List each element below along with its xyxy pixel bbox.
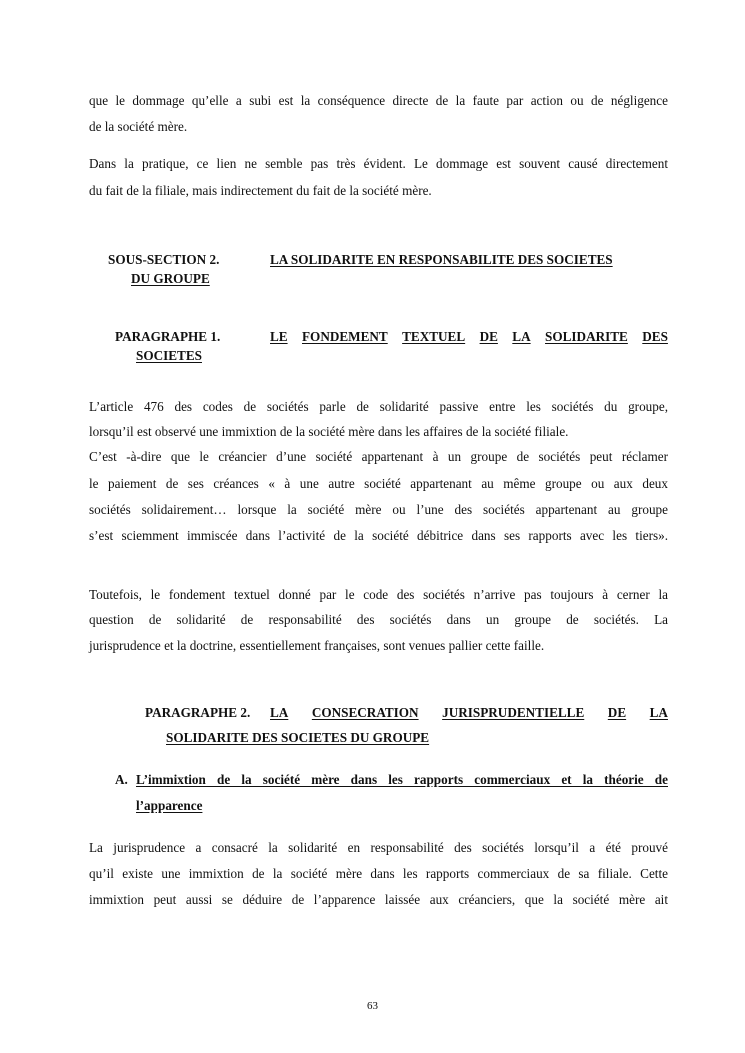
paragraphe-title-continued: SOCIETES [136,348,202,363]
paragraphe-label: PARAGRAPHE 1. [115,329,221,344]
subsection-title-continued: DU GROUPE [131,271,210,286]
text-line: sociétés solidairement… lorsque la société mère ou l’une des sociétés appartenant au groupe [89,502,668,517]
title-word: LA [512,329,531,344]
section-title-continued: l’apparence [136,798,203,813]
text-line: La jurisprudence a consacré la solidarité en responsabilité des sociétés lorsqu’il a été prouvé [89,840,668,855]
text-line: que le dommage qu’elle a subi est la conséquence directe de la faute par action ou de négligence [89,93,668,108]
paragraphe-title [270,705,668,721]
title-word: DE [479,329,498,344]
title-word: DES [642,329,668,344]
text-line: de la société mère. [89,119,188,134]
section-title: L’immixtion de la société mère dans les rapports commerciaux et la théorie de [136,772,668,787]
text-line: L’article 476 des codes de sociétés parle de solidarité passive entre les sociétés du groupe, [89,399,668,414]
text-line: lorsqu’il est observé une immixtion de la société mère dans les affaires de la société filiale. [89,424,569,439]
title-word: LA [270,705,289,720]
paragraphe-label: PARAGRAPHE 2. [145,705,251,720]
text-line: question de solidarité de responsabilité des sociétés dans un groupe de sociétés. La [89,612,668,627]
text-line: s’est sciemment immiscée dans l’activité de la société débitrice dans ses rapports avec les tiers». [89,528,668,543]
title-word: JURISPRUDENTIELLE [442,705,585,720]
text-line: Dans la pratique, ce lien ne semble pas très évident. Le dommage est souvent causé directement [89,156,668,171]
text-line: C’est -à-dire que le créancier d’une société appartenant à un groupe de sociétés peut réclamer [89,449,668,464]
title-word: SOLIDARITE [545,329,628,344]
section-marker: A. [115,772,128,787]
title-word: DE [607,705,627,720]
text-line: Toutefois, le fondement textuel donné par le code des sociétés n’arrive pas toujours à cerner la [89,587,668,602]
text-line: qu’il existe une immixtion de la société mère dans les rapports commerciaux de sa filiale. Cette [89,866,668,881]
text-line: immixtion peut aussi se déduire de l’apparence laissée aux créanciers, que la société mère ait [89,892,668,907]
text-line: jurisprudence et la doctrine, essentiellement françaises, sont venues pallier cette faille. [89,638,545,653]
text-line: le paiement de ses créances « à une autre société appartenant au même groupe ou aux deux [89,476,668,491]
title-word: FONDEMENT [302,329,388,344]
subsection-label: SOUS-SECTION 2. [108,252,220,267]
paragraphe-title [270,329,668,345]
paragraphe-title-continued: SOLIDARITE DES SOCIETES DU GROUPE [166,730,430,745]
title-word: CONSECRATION [311,705,419,720]
title-word: LA [649,705,668,720]
page-number: 63 [367,1000,378,1012]
title-word: LE [270,329,288,344]
title-word: TEXTUEL [402,329,466,344]
text-line: du fait de la filiale, mais indirectement du fait de la société mère. [89,183,432,198]
subsection-title: LA SOLIDARITE EN RESPONSABILITE DES SOCIETES [270,252,613,267]
